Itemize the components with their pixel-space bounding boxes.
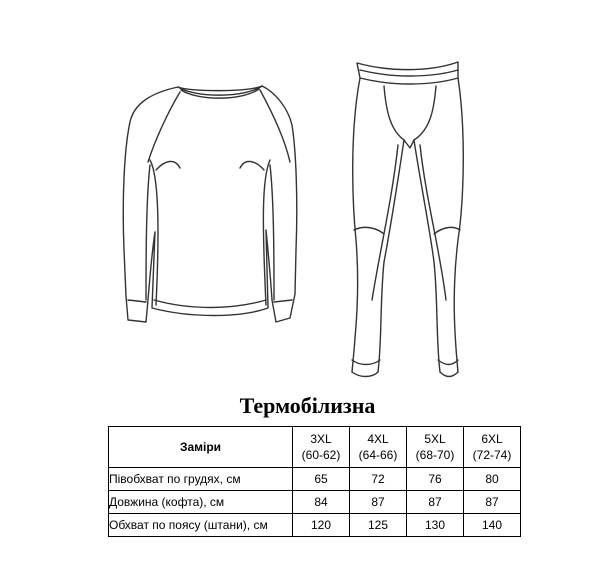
- table-row-length: [109, 491, 521, 514]
- page-title: Термобілизна: [239, 393, 376, 418]
- cell-value: 140: [464, 514, 521, 537]
- measurements-header: Заміри: [109, 427, 293, 468]
- table-header-row: [109, 427, 521, 468]
- row-label-length: Довжина (кофта), см: [109, 491, 293, 514]
- cell-value: 125: [350, 514, 407, 537]
- cell-value: 87: [350, 491, 407, 514]
- table-row-waist: [109, 514, 521, 537]
- pants-drawing: [352, 62, 463, 377]
- cell-value: 87: [407, 491, 464, 514]
- cell-value: 87: [464, 491, 521, 514]
- size-header-4xl: 4XL (64-66): [350, 427, 407, 468]
- size-header-5xl: 5XL (68-70): [407, 427, 464, 468]
- cell-value: 80: [464, 468, 521, 491]
- cell-value: 76: [407, 468, 464, 491]
- table-row-chest: [109, 468, 521, 491]
- size-header-3xl: 3XL (60-62): [293, 427, 350, 468]
- cell-value: 84: [293, 491, 350, 514]
- size-chart-table: [108, 426, 521, 537]
- row-label-waist: Обхват по поясу (штани), см: [109, 514, 293, 537]
- cell-value: 130: [407, 514, 464, 537]
- size-header-6xl: 6XL (72-74): [464, 427, 521, 468]
- cell-value: 72: [350, 468, 407, 491]
- cell-value: 120: [293, 514, 350, 537]
- shirt-drawing: [123, 86, 297, 322]
- row-label-chest: Півобхват по грудях, см: [109, 468, 293, 491]
- cell-value: 65: [293, 468, 350, 491]
